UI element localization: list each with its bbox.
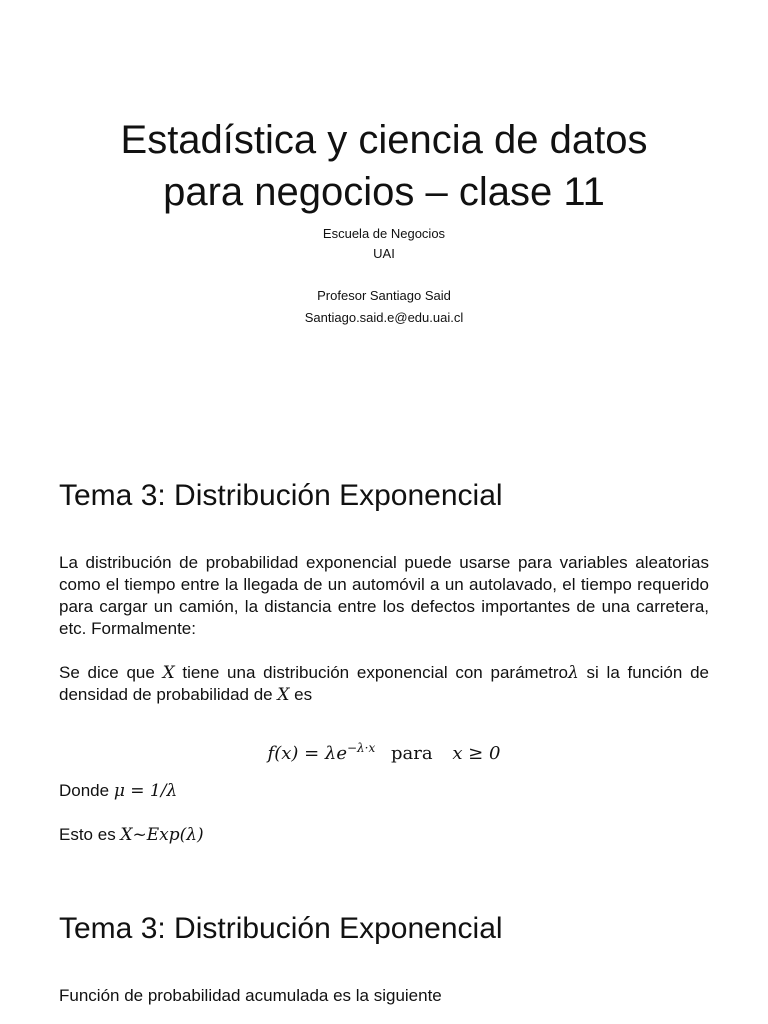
page-title: [0, 114, 768, 218]
professor-email: Santiago.said.e@edu.uai.cl: [304, 310, 464, 325]
title-line-2: para negocios – clase 11: [163, 170, 605, 214]
formula-exponent: −λ·x: [347, 741, 376, 755]
density-formula: [0, 736, 768, 766]
formula-condition: x ≥ 0: [452, 743, 501, 764]
parameter-lambda: λ: [568, 663, 579, 683]
definition-text-3: si la función de densidad de probabilidad de: [59, 663, 709, 704]
professor-name: Profesor Santiago Said: [317, 288, 451, 303]
definition-text-2: tiene una distribución exponencial con parámetro: [174, 663, 568, 682]
esto-line: [59, 824, 204, 846]
donde-line: [59, 780, 177, 802]
cdf-intro-text: Función de probabilidad acumulada es la siguiente: [59, 986, 442, 1005]
formula-lhs: f(x) = λe: [267, 743, 347, 764]
variable-x-2: X: [277, 685, 290, 705]
intro-paragraph: La distribución de probabilidad exponencial puede usarse para variables aleatorias como el tiempo entre la llegada de un automóvil a un autolavado, el tiempo requerido para cargar un camión, la distancia entre los defectos importantes de una carretera, etc. Formalmente:: [59, 553, 709, 638]
formula-para: para: [390, 743, 433, 764]
definition-text-1: Se dice que: [59, 663, 163, 682]
title-line-1: Estadística y ciencia de datos: [120, 118, 648, 162]
variable-x: X: [162, 663, 175, 683]
donde-label: Donde: [59, 781, 114, 800]
definition-text-4: es: [289, 685, 313, 704]
university-name: UAI: [373, 246, 395, 261]
esto-label: Esto es: [59, 825, 121, 844]
section-heading-exponential: Tema 3: Distribución Exponencial: [59, 479, 503, 512]
mean-formula: μ = 1/λ: [113, 781, 178, 801]
school-name: Escuela de Negocios: [322, 226, 446, 241]
section-heading-exponential-2: Tema 3: Distribución Exponencial: [59, 912, 503, 945]
definition-paragraph: [59, 662, 709, 706]
distribution-notation: X~Exp(λ): [120, 825, 204, 845]
